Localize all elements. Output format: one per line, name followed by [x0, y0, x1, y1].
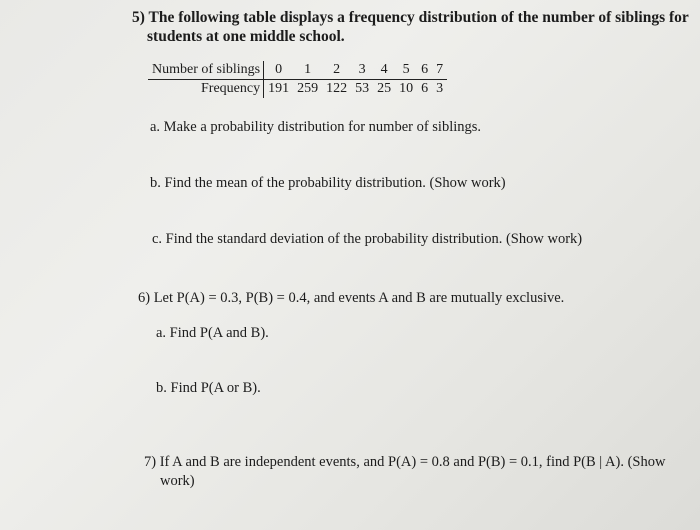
siblings-cell: 1	[293, 61, 322, 80]
frequency-cell: 122	[326, 81, 348, 96]
siblings-cell: 0	[264, 61, 294, 80]
frequency-table	[148, 61, 447, 98]
question-6a: a. Find P(A and B).	[156, 325, 269, 341]
siblings-cell: 6	[417, 61, 432, 80]
siblings-cell: 7	[432, 61, 447, 80]
frequency-cell: 259	[297, 81, 319, 96]
frequency-row-label: Frequency	[148, 80, 264, 99]
siblings-cell: 2	[322, 61, 351, 80]
siblings-cell: 3	[351, 61, 373, 80]
siblings-row-label: Number of siblings	[148, 61, 264, 80]
siblings-cell: 4	[373, 61, 395, 80]
question-7-text-line-2: work)	[160, 473, 195, 489]
question-6b: b. Find P(A or B).	[156, 380, 261, 396]
siblings-cell: 5	[395, 61, 417, 80]
frequency-cell: 6	[421, 81, 429, 96]
frequency-row	[148, 80, 447, 99]
frequency-cell: 3	[436, 81, 444, 96]
frequency-cell: 10	[399, 81, 414, 96]
question-5a: a. Make a probability distribution for number of siblings.	[150, 119, 482, 135]
siblings-row	[148, 61, 447, 80]
frequency-cell: 53	[355, 81, 370, 96]
question-5-text-line-2: students at one middle school.	[147, 28, 345, 45]
frequency-cell: 191	[268, 81, 290, 96]
question-6-text: 6) Let P(A) = 0.3, P(B) = 0.4, and events A and B are mutually exclusive.	[138, 290, 565, 306]
question-7-text-line-1: 7) If A and B are independent events, and P(A) = 0.8 and P(B) = 0.1, find P(B | A). (Show	[144, 454, 666, 470]
question-5c: c. Find the standard deviation of the probability distribution. (Show work)	[152, 231, 583, 247]
frequency-cell: 25	[377, 81, 392, 96]
question-5b: b. Find the mean of the probability distribution. (Show work)	[150, 175, 506, 191]
question-5-text-line-1: 5) The following table displays a frequency distribution of the number of siblings for	[132, 9, 689, 26]
